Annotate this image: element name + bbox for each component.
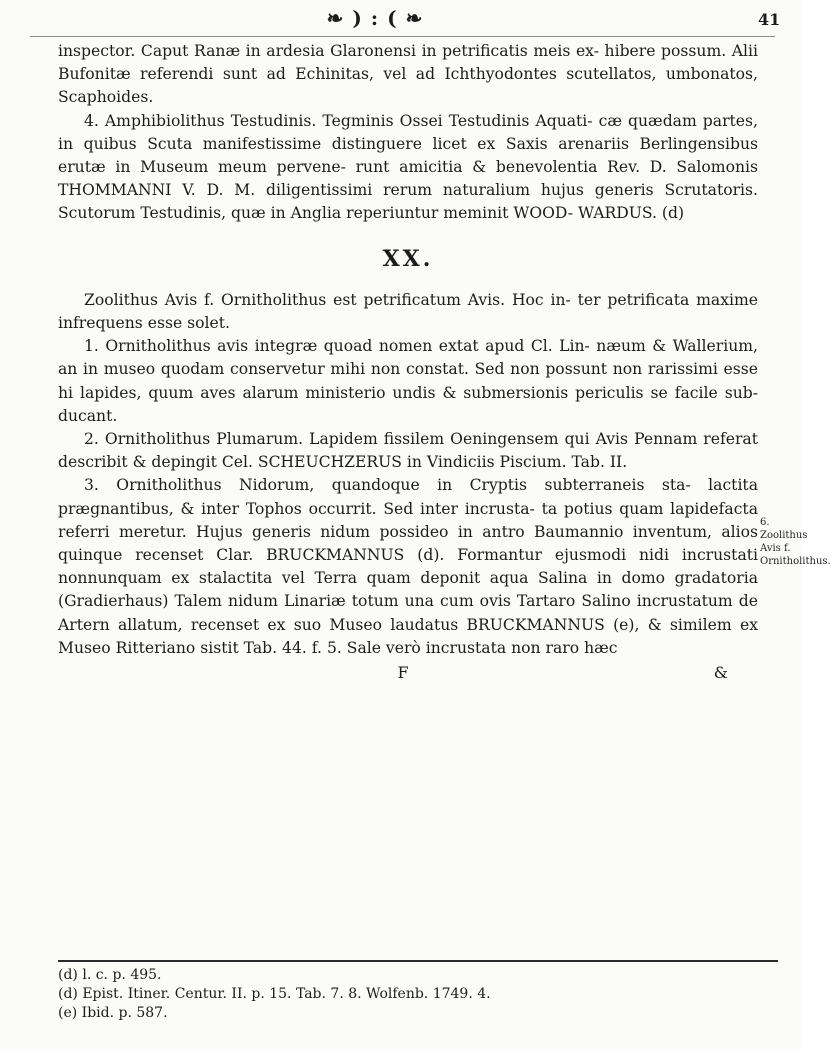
paragraph-plumarum: 2. Ornitholithus Plumarum. Lapidem fissilem Oeningensem qui Avis Pennam referat describit & depingit Cel. SCHEUCHZERUS in Vindiciis Piscium. Tab. II. (58, 430, 758, 472)
page-number: 41 (758, 10, 781, 29)
main-text (58, 40, 758, 684)
section-number: XX. (382, 245, 434, 272)
catchword: & (713, 663, 728, 683)
signature-mark: F (397, 663, 409, 683)
paragraph-zoolithus-intro: Zoolithus Avis f. Ornitholithus est petrificatum Avis. Hoc in- ter petrificata maxime infrequens esse solet. (58, 290, 758, 333)
footnote-rule (58, 960, 778, 962)
paragraph-continued: inspector. Caput Ranæ in ardesia Glaronensi in petrificatis meis ex- hibere possum. Alii Bufonitæ referendi sunt ad Echinitas, vel ad Ichthyodontes scutellatos, umbonatos, Scaphoides. (58, 42, 758, 107)
paragraph-testudinis: 4. Amphibiolithus Testudinis. Tegminis Ossei Testudinis Aquati- cæ quædam partes, in quibus Scuta manifestissime distinguere licet ex Saxis arenariis Berlingensibus erutæ in Museum meum pervene- runt amicitia & benevolentia Rev. D. Salomonis THOMMANNI V. D. M. diligentissimi rerum naturalium hujus generis Scrutatoris. Scutorum Testudinis, quæ in Anglia reperiuntur meminit WOOD- WARDUS. (d) (58, 111, 758, 223)
catch-line (58, 661, 758, 684)
footnote: (d) l. c. p. 495. (58, 967, 162, 983)
paragraph-nidorum: 3. Ornitholithus Nidorum, quandoque in Cryptis subterraneis sta- lactita prægnantibus, & inter Tophos occurrit. Sed inter incrusta- ta potius quam lapidefacta referri meretur. Hujus generis nidum possideo in antro Baumannio inventum, alios quinque recenset Clar. BRUCKMANNUS (d). Formantur ejusmodi nidi incrustati nonnunquam ex stalactita vel Terra quam deponit aqua Salina in domo gradatoria (Gradierhaus) Talem nidum Linariæ totum una cum ovis Tartaro Salino incrustatum de Artern allatum, recenset ex suo Museo laudatus BRUCKMANNUS (e), & similem ex Museo Ritteriano sistit Tab. 44. f. 5. Sale verò incrustata non raro hæc (58, 476, 758, 657)
footnotes (58, 966, 778, 1023)
margin-note: 6. Zoolithus Avis f. Ornitholithus. (760, 517, 831, 567)
footnote: (d) Epist. Itiner. Centur. II. p. 15. Tab. 7. 8. Wolfenb. 1749. 4. (58, 986, 491, 1002)
paragraph-avis-integrae: 1. Ornitholithus avis integræ quoad nomen extat apud Cl. Lin- næum & Wallerium, an in museo quodam conservetur mihi non constat. Sed non possunt non rarissimi esse hi lapides, quum aves alarum ministerio undis & submersionis periculis se facile sub- ducant. (58, 337, 758, 425)
header-rule (30, 36, 775, 37)
footnote: (e) Ibid. p. 587. (58, 1005, 168, 1021)
page-header (0, 0, 801, 40)
running-head-ornament: ❧ ) : ( ❧ (326, 6, 424, 30)
